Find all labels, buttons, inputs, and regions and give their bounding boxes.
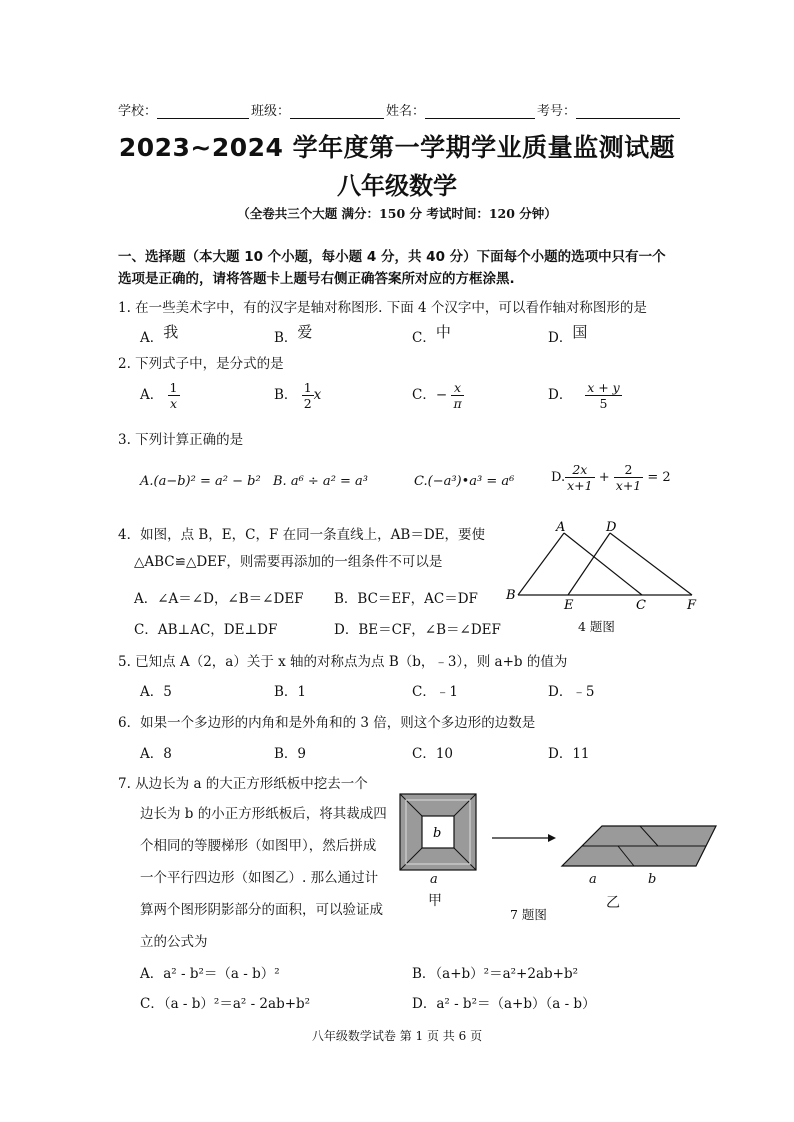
q7-option-d[interactable]: D．a² ‐ b²＝（a+b）（a ‐ b） [412, 996, 596, 1012]
exam-note: （全卷共三个大题 满分：150 分 考试时间：120 分钟） [237, 206, 557, 221]
q7-figure-caption: 7 题图 [510, 907, 547, 922]
label-e: E [564, 598, 574, 613]
q3-option-d[interactable]: D. $\frac{2x}{x+1}$ + $\frac{2}{x+1}$ = 2 [551, 462, 671, 493]
segment-ba [518, 533, 564, 595]
q2-option-a[interactable]: A． $\frac{1}{x}$ [140, 380, 178, 411]
school-label: 学校： [118, 104, 158, 119]
q4-option-a[interactable]: A．∠A＝∠D，∠B＝∠DEF [134, 591, 304, 607]
q2-stem: 2. 下列式子中，是分式的是 [118, 356, 284, 372]
label-c: C [636, 598, 646, 613]
q6-option-c[interactable]: C．10 [412, 746, 454, 762]
label-b: B [506, 588, 516, 603]
q7-label-b2: b [648, 872, 657, 887]
q5-stem: 5. 已知点 A（2，a）关于 x 轴的对称点为点 B（b，﹣3），则 a+b 的值为 [118, 654, 568, 670]
q6-option-b[interactable]: B．9 [274, 746, 307, 762]
exam-no-blank[interactable] [576, 104, 680, 119]
q1-option-a[interactable]: A．我 [140, 323, 179, 346]
q4-stem-line2: △ABC≌△DEF，则需要再添加的一组条件不可以是 [134, 554, 443, 570]
class-blank[interactable] [290, 104, 384, 119]
q4-triangle-figure [502, 515, 702, 615]
section1-line2: 选项是正确的，请将答题卡上题号右侧正确答案所对应的方框涂黑. [118, 271, 515, 287]
q2-option-b[interactable]: B． $\frac{1}{2}$ x [274, 380, 322, 411]
q3-stem: 3. 下列计算正确的是 [118, 432, 244, 448]
q5-option-d[interactable]: D．﹣5 [548, 684, 595, 700]
q7-stem-line6: 立的公式为 [140, 934, 208, 950]
label-b-jia: b [433, 826, 442, 841]
q7-square-figure [396, 790, 726, 930]
name-label: 姓名： [386, 104, 426, 119]
q7-label-a2: a [589, 872, 597, 887]
q5-option-b[interactable]: B．1 [274, 684, 307, 700]
q7-stem-line4: 一个平行四边形（如图乙）. 那么通过计 [140, 870, 379, 886]
q5-option-a[interactable]: A．5 [140, 684, 172, 700]
q7-label-a: a [430, 872, 438, 887]
label-f: F [687, 598, 697, 613]
q2-option-d[interactable]: D． $\frac{x + y}{5}$ [548, 380, 620, 411]
exam-no-label: 考号： [537, 104, 577, 119]
q6-option-d[interactable]: D．11 [548, 746, 590, 762]
q5-option-c[interactable]: C．﹣1 [412, 684, 458, 700]
q4-option-b[interactable]: B．BC＝EF，AC＝DF [334, 591, 478, 607]
q1-option-c[interactable]: C．中 [412, 323, 451, 346]
label-d: D [606, 520, 617, 535]
exam-title: 2023~2024 学年度第一学期学业质量监测试题 [118, 133, 676, 162]
q6-stem: 6．如果一个多边形的内角和是外角和的 3 倍，则这个多边形的边数是 [118, 715, 536, 731]
exam-subtitle: 八年级数学 [337, 172, 457, 200]
q1-option-b[interactable]: B．爱 [274, 323, 313, 346]
q7-label-jia: 甲 [428, 893, 442, 909]
segment-df [610, 533, 692, 595]
q7-stem-line3: 个相同的等腰梯形（如图甲），然后拼成 [140, 838, 377, 854]
q7-option-c[interactable]: C．（a ‐ b）²＝a² ‐ 2ab+b² [140, 996, 311, 1012]
q1-option-d[interactable]: D．国 [548, 323, 588, 346]
q7-option-b[interactable]: B．（a+b）²＝a²+2ab+b² [412, 966, 579, 982]
q4-figure-caption: 4 题图 [578, 619, 615, 634]
section1-line1: 一、选择题（本大题 10 个小题，每小题 4 分，共 40 分）下面每个小题的选项中只有一个 [118, 249, 666, 265]
name-blank[interactable] [425, 104, 535, 119]
q7-label-yi: 乙 [606, 895, 620, 911]
q7-stem-line1: 7. 从边长为 a 的大正方形纸板中挖去一个 [118, 776, 368, 792]
q3-option-b[interactable]: B. a⁶ ÷ a² = a³ [273, 474, 369, 489]
page-footer: 八年级数学试卷 第 1 页 共 6 页 [311, 1029, 483, 1043]
school-blank[interactable] [157, 104, 249, 119]
label-a: A [556, 520, 566, 535]
q3-option-a[interactable]: A.(a−b)² = a² − b² [140, 474, 261, 489]
q7-stem-line5: 算两个图形阴影部分的面积，可以验证成 [140, 902, 383, 918]
arrow-head [548, 834, 556, 842]
q3-option-c[interactable]: C.(−a³)•a³ = a⁶ [414, 474, 515, 489]
q7-stem-line2: 边长为 b 的小正方形纸板后，将其裁成四 [140, 806, 387, 822]
q6-option-a[interactable]: A．8 [140, 746, 172, 762]
class-label: 班级： [251, 104, 291, 119]
student-info-header [118, 100, 682, 119]
q2-option-c[interactable]: C．− $\frac{x}{\pi}$ [412, 380, 462, 411]
q7-option-a[interactable]: A．a² ‐ b²＝（a ‐ b）² [140, 966, 280, 982]
q4-stem-line1: 4．如图，点 B，E，C，F 在同一条直线上，AB＝DE，要使 [118, 527, 485, 543]
q4-option-d[interactable]: D．BE＝CF，∠B＝∠DEF [334, 622, 501, 638]
q4-option-c[interactable]: C．AB⊥AC，DE⊥DF [134, 622, 278, 638]
q1-stem: 1. 在一些美术字中，有的汉字是轴对称图形. 下面 4 个汉字中，可以看作轴对称图形的是 [118, 300, 647, 316]
